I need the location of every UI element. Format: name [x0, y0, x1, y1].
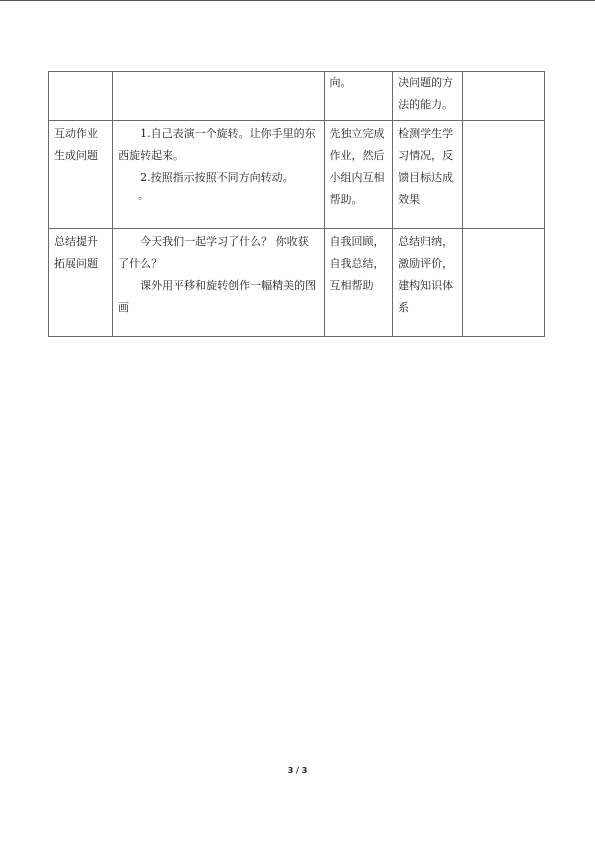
note-cell: [462, 229, 544, 337]
activity-line: 1.自己表演一个旋转。让你手里的东西旋转起来。: [118, 127, 316, 162]
activity-line: 。: [138, 191, 149, 202]
student-activity-cell: 先独立完成作业，然后小组内互相帮助。: [324, 121, 393, 229]
page-top-rule: [0, 0, 595, 1]
activity-cell: [113, 72, 324, 121]
stage-cell: [49, 72, 113, 121]
activity-line: 课外用平移和旋转创作一幅精美的图画: [118, 279, 317, 314]
page-number: 3 / 3: [287, 766, 308, 775]
design-intent-cell: 决问题的方法的能力。: [393, 72, 463, 121]
activity-cell: [113, 121, 324, 229]
activity-cell: [113, 229, 324, 337]
activity-line: 今天我们一起学习了什么？ 你收获了什么？: [118, 235, 309, 270]
table-row: [49, 229, 545, 337]
lesson-plan-table: [48, 71, 545, 337]
note-cell: [462, 121, 544, 229]
stage-cell: 总结提升拓展问题: [49, 229, 113, 337]
table-row: [49, 121, 545, 229]
design-intent-cell: 总结归纳，激励评价，建构知识体系: [393, 229, 463, 337]
note-cell: [462, 72, 544, 121]
student-activity-cell: 向。: [324, 72, 393, 121]
stage-cell: 互动作业生成问题: [49, 121, 113, 229]
table-row: [49, 72, 545, 121]
design-intent-cell: 检测学生学习情况，反馈目标达成效果: [393, 121, 463, 229]
activity-line: 2.按照指示按照不同方向转动。: [140, 171, 294, 184]
student-activity-cell: 自我回顾，自我总结，互相帮助: [324, 229, 393, 337]
